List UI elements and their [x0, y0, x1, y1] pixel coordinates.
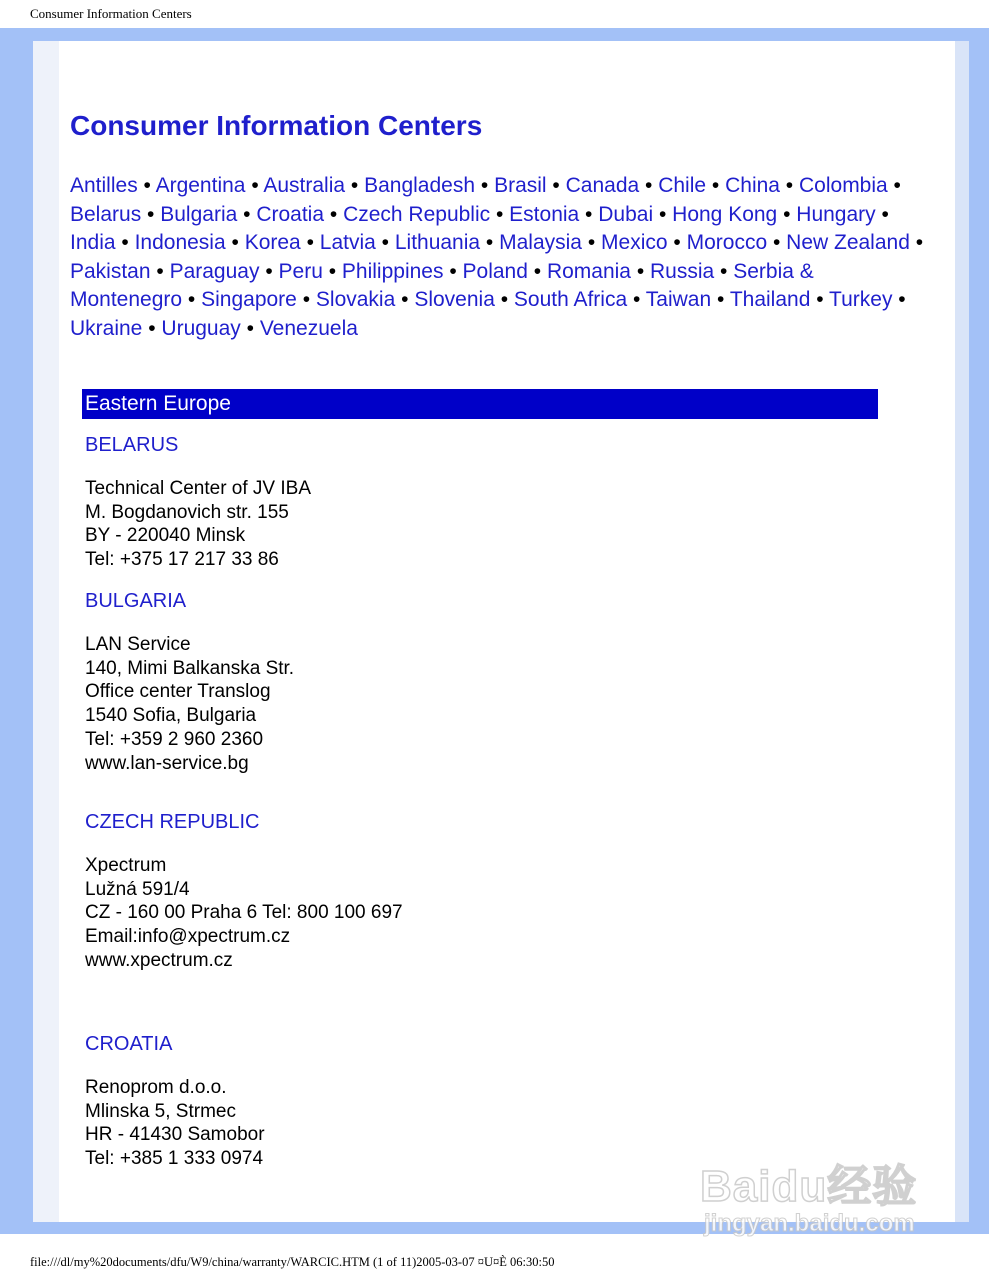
address-line: Tel: +359 2 960 2360 [85, 728, 264, 750]
country-link-list [70, 172, 926, 344]
separator: • [300, 231, 320, 255]
country-link-india[interactable]: India [70, 231, 116, 255]
separator: • [777, 202, 797, 226]
print-header: Consumer Information Centers [30, 6, 192, 21]
separator: • [653, 202, 673, 226]
entry-belarus [85, 433, 311, 572]
address-line: CZ - 160 00 Praha 6 Tel: 800 100 697 [85, 902, 403, 924]
separator: • [240, 316, 260, 340]
country-link-chile[interactable]: Chile [658, 174, 707, 197]
separator: • [237, 202, 257, 226]
address-line: Xpectrum [85, 855, 167, 876]
country-link-mexico[interactable]: Mexico [601, 231, 668, 255]
separator: • [494, 288, 514, 312]
address-line: Tel: +385 1 333 0974 [85, 1148, 264, 1170]
country-link-antilles[interactable]: Antilles [70, 174, 138, 197]
country-link-romania[interactable]: Romania [546, 259, 631, 283]
country-heading: CROATIA [85, 1033, 173, 1055]
separator: • [706, 174, 726, 197]
country-heading: BELARUS [85, 434, 179, 456]
country-link-belarus[interactable]: Belarus [70, 202, 142, 226]
separator: • [779, 174, 799, 197]
separator: • [909, 231, 924, 255]
country-link-turkey[interactable]: Turkey [829, 288, 893, 312]
separator: • [150, 259, 170, 283]
address-line: www.lan-service.bg [85, 752, 249, 774]
address-line: Technical Center of JV IBA [85, 478, 311, 499]
separator: • [345, 174, 365, 197]
country-link-philippines[interactable]: Philippines [341, 259, 444, 283]
country-link-bangladesh[interactable]: Bangladesh [364, 174, 476, 197]
separator: • [259, 259, 279, 283]
country-link-thailand[interactable]: Thailand [729, 288, 811, 312]
separator: • [627, 288, 646, 312]
country-link-venezuela[interactable]: Venezuela [259, 316, 358, 340]
country-link-peru[interactable]: Peru [278, 259, 323, 283]
separator: • [141, 202, 161, 226]
separator: • [142, 316, 162, 340]
address-line: Office center Translog [85, 681, 271, 703]
separator: • [630, 259, 651, 283]
country-heading: CZECH REPUBLIC [85, 811, 260, 833]
separator: • [245, 174, 264, 197]
separator: • [667, 231, 687, 255]
separator: • [115, 231, 135, 255]
separator: • [324, 202, 344, 226]
country-link-latvia[interactable]: Latvia [319, 231, 376, 255]
separator: • [322, 259, 342, 283]
separator: • [480, 231, 500, 255]
watermark-logo: Baidu经验 [700, 1162, 918, 1211]
country-link-brasil[interactable]: Brasil [494, 174, 547, 197]
country-link-colombia[interactable]: Colombia [799, 174, 888, 197]
entry-croatia [85, 1032, 265, 1171]
country-link-paraguay[interactable]: Paraguay [169, 259, 260, 283]
country-link-hungary[interactable]: Hungary [796, 202, 876, 226]
country-link-lithuania[interactable]: Lithuania [394, 231, 481, 255]
page-title: Consumer Information Centers [70, 110, 483, 141]
country-link-ukraine[interactable]: Ukraine [70, 316, 143, 340]
separator: • [767, 231, 787, 255]
address-line: BY - 220040 Minsk [85, 525, 246, 547]
country-link-serbia-montenegro[interactable]: Serbia & Montenegro [70, 259, 814, 312]
country-link-south-africa[interactable]: South Africa [513, 288, 628, 312]
address-line: Tel: +375 17 217 33 86 [85, 549, 279, 571]
address-line: LAN Service [85, 634, 191, 655]
country-link-poland[interactable]: Poland [462, 259, 528, 283]
entry-czech-republic [85, 810, 403, 973]
country-link-korea[interactable]: Korea [244, 231, 301, 255]
separator: • [375, 231, 395, 255]
country-link-morocco[interactable]: Morocco [686, 231, 768, 255]
separator: • [490, 202, 510, 226]
country-link-uruguay[interactable]: Uruguay [161, 316, 241, 340]
separator: • [579, 202, 599, 226]
address-line: www.xpectrum.cz [85, 949, 233, 971]
separator: • [475, 174, 495, 197]
separator: • [137, 174, 156, 197]
separator: • [887, 174, 901, 197]
separator: • [892, 288, 906, 312]
separator: • [225, 231, 245, 255]
country-link-singapore[interactable]: Singapore [201, 288, 297, 312]
country-heading: BULGARIA [85, 590, 187, 612]
country-link-new-zealand[interactable]: New Zealand [786, 231, 910, 255]
region-header: Eastern Europe [82, 389, 878, 419]
address-line: Renoprom d.o.o. [85, 1077, 227, 1098]
address-block [85, 854, 403, 973]
print-footer: file:///dl/my%20documents/dfu/W9/china/warranty/WARCIC.HTM (1 of 11)2005-03-07 ¤U¤È 06:30:50 [30, 1255, 555, 1269]
separator: • [875, 202, 889, 226]
country-link-slovakia[interactable]: Slovakia [315, 288, 396, 312]
address-block [85, 477, 311, 572]
country-link-croatia[interactable]: Croatia [256, 202, 325, 226]
address-line: 140, Mimi Balkanska Str. [85, 657, 295, 679]
country-link-hong-kong[interactable]: Hong Kong [672, 202, 778, 226]
address-line: Lužná 591/4 [85, 878, 190, 900]
baidu-watermark [700, 1150, 940, 1240]
separator: • [714, 259, 734, 283]
address-line: M. Bogdanovich str. 155 [85, 501, 289, 523]
address-line: Mlinska 5, Strmec [85, 1100, 236, 1122]
separator: • [546, 174, 566, 197]
country-link-czech-republic[interactable]: Czech Republic [343, 202, 491, 226]
country-link-pakistan[interactable]: Pakistan [70, 259, 151, 283]
separator: • [443, 259, 463, 283]
address-block [85, 633, 294, 775]
address-line: HR - 41430 Samobor [85, 1124, 265, 1146]
separator: • [711, 288, 730, 312]
country-link-australia[interactable]: Australia [263, 174, 346, 197]
country-link-canada[interactable]: Canada [565, 174, 640, 197]
country-link-argentina[interactable]: Argentina [155, 174, 246, 197]
separator: • [582, 231, 602, 255]
watermark-url: jingyan.baidu.com [704, 1210, 915, 1237]
separator: • [810, 288, 830, 312]
separator: • [395, 288, 415, 312]
separator: • [296, 288, 316, 312]
country-link-malaysia[interactable]: Malaysia [499, 231, 582, 255]
country-link-indonesia[interactable]: Indonesia [134, 231, 226, 255]
separator: • [182, 288, 202, 312]
address-line: Email:info@xpectrum.cz [85, 926, 291, 948]
country-link-bulgaria[interactable]: Bulgaria [160, 202, 238, 226]
address-line: 1540 Sofia, Bulgaria [85, 705, 257, 727]
country-link-taiwan[interactable]: Taiwan [645, 288, 712, 312]
country-link-dubai[interactable]: Dubai [598, 202, 654, 226]
separator: • [639, 174, 659, 197]
separator: • [527, 259, 547, 283]
country-link-slovenia[interactable]: Slovenia [414, 288, 495, 312]
main-content [70, 106, 930, 344]
address-block [85, 1076, 265, 1171]
country-link-china[interactable]: China [725, 174, 780, 197]
entry-bulgaria [85, 589, 294, 775]
country-link-estonia[interactable]: Estonia [509, 202, 580, 226]
country-link-russia[interactable]: Russia [650, 259, 715, 283]
